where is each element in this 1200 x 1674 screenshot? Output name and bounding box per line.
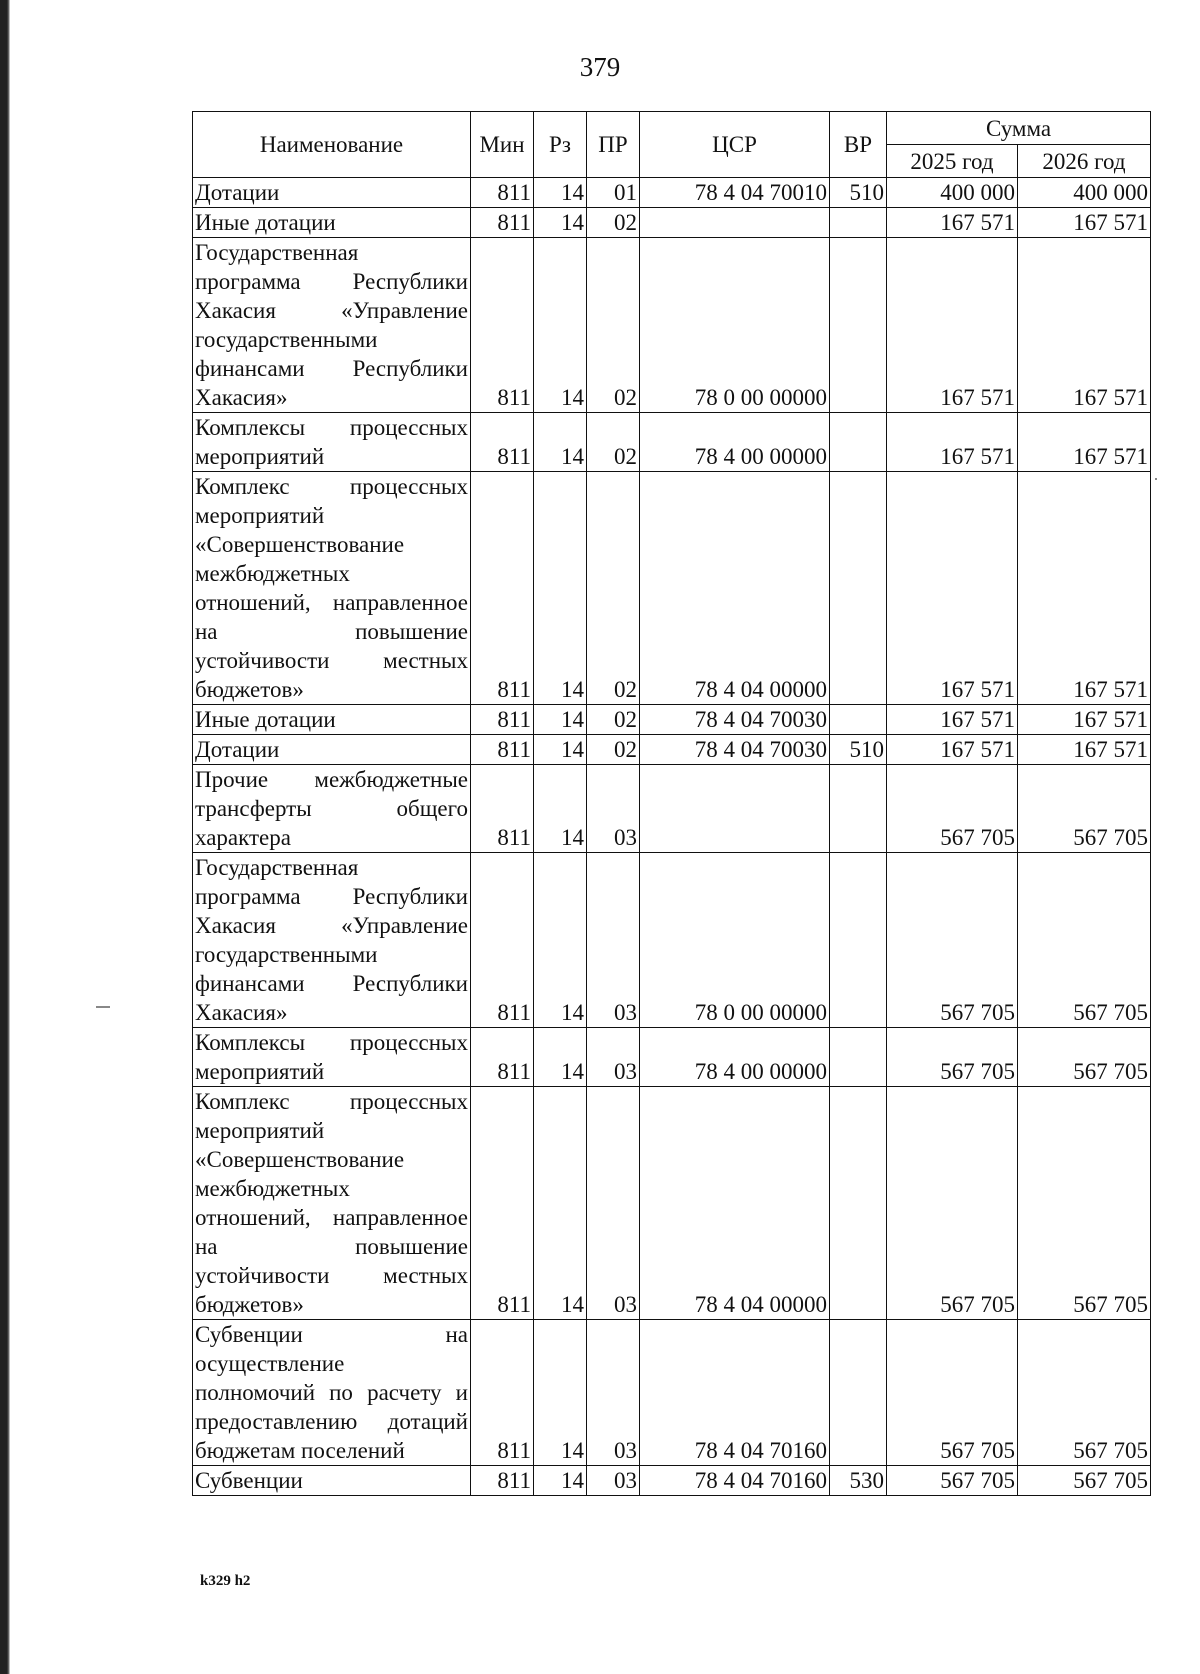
scan-mark xyxy=(96,1006,110,1008)
table-row xyxy=(193,765,1151,853)
row-pr: 02 xyxy=(587,238,640,413)
row-amount-2026: 167 571 xyxy=(1018,208,1151,238)
row-pr: 03 xyxy=(587,1028,640,1087)
row-amount-2026: 567 705 xyxy=(1018,1028,1151,1087)
row-min: 811 xyxy=(471,1087,534,1320)
row-pr: 03 xyxy=(587,1087,640,1320)
row-amount-2026: 167 571 xyxy=(1018,413,1151,472)
row-pr: 03 xyxy=(587,853,640,1028)
row-amount-2025: 167 571 xyxy=(887,735,1018,765)
row-name: Государственная программа Республики Хакасия «Управление государственными финансами Республики Хакасия» xyxy=(193,853,471,1028)
table-row xyxy=(193,735,1151,765)
header-csr: ЦСР xyxy=(640,112,830,178)
row-min: 811 xyxy=(471,413,534,472)
row-amount-2025: 400 000 xyxy=(887,178,1018,208)
row-amount-2025: 167 571 xyxy=(887,705,1018,735)
footer-code: k329 h2 xyxy=(200,1573,251,1589)
scan-edge xyxy=(0,0,10,1674)
table-row xyxy=(193,208,1151,238)
table-row xyxy=(193,705,1151,735)
header-rz: Рз xyxy=(534,112,587,178)
row-amount-2025: 567 705 xyxy=(887,853,1018,1028)
row-amount-2026: 567 705 xyxy=(1018,1087,1151,1320)
row-min: 811 xyxy=(471,178,534,208)
row-amount-2026: 567 705 xyxy=(1018,1320,1151,1466)
row-min: 811 xyxy=(471,208,534,238)
row-pr: 01 xyxy=(587,178,640,208)
row-rz: 14 xyxy=(534,1087,587,1320)
row-vr xyxy=(830,1087,887,1320)
row-rz: 14 xyxy=(534,853,587,1028)
row-amount-2026: 167 571 xyxy=(1018,705,1151,735)
row-csr: 78 4 00 00000 xyxy=(640,1028,830,1087)
row-name: Комплекс процессных мероприятий «Совершенствование межбюджетных отношений, направленное на повышение устойчивости местных бюджетов» xyxy=(193,472,471,705)
row-csr: 78 4 00 00000 xyxy=(640,413,830,472)
row-name: Дотации xyxy=(193,735,471,765)
row-csr xyxy=(640,765,830,853)
row-csr: 78 0 00 00000 xyxy=(640,238,830,413)
row-csr: 78 4 04 70160 xyxy=(640,1466,830,1496)
header-min: Мин xyxy=(471,112,534,178)
row-name: Комплексы процессных мероприятий xyxy=(193,1028,471,1087)
row-rz: 14 xyxy=(534,413,587,472)
row-min: 811 xyxy=(471,735,534,765)
row-amount-2025: 567 705 xyxy=(887,1087,1018,1320)
row-rz: 14 xyxy=(534,472,587,705)
table-row xyxy=(193,238,1151,413)
row-name: Иные дотации xyxy=(193,705,471,735)
header-vr: ВР xyxy=(830,112,887,178)
row-name: Субвенции xyxy=(193,1466,471,1496)
header-name: Наименование xyxy=(193,112,471,178)
row-vr xyxy=(830,765,887,853)
row-amount-2026: 167 571 xyxy=(1018,735,1151,765)
row-amount-2025: 567 705 xyxy=(887,1028,1018,1087)
row-csr: 78 4 04 70160 xyxy=(640,1320,830,1466)
row-rz: 14 xyxy=(534,765,587,853)
row-vr xyxy=(830,853,887,1028)
row-vr xyxy=(830,705,887,735)
row-rz: 14 xyxy=(534,1320,587,1466)
row-min: 811 xyxy=(471,765,534,853)
row-rz: 14 xyxy=(534,238,587,413)
header-pr: ПР xyxy=(587,112,640,178)
row-name: Прочие межбюджетные трансферты общего характера xyxy=(193,765,471,853)
row-min: 811 xyxy=(471,1028,534,1087)
row-amount-2025: 567 705 xyxy=(887,765,1018,853)
row-name: Субвенции на осуществление полномочий по расчету и предоставлению дотаций бюджетам поселений xyxy=(193,1320,471,1466)
row-amount-2026: 567 705 xyxy=(1018,853,1151,1028)
row-name: Иные дотации xyxy=(193,208,471,238)
table-row xyxy=(193,178,1151,208)
row-rz: 14 xyxy=(534,1028,587,1087)
row-rz: 14 xyxy=(534,208,587,238)
row-min: 811 xyxy=(471,1320,534,1466)
row-pr: 03 xyxy=(587,1466,640,1496)
table-row xyxy=(193,1320,1151,1466)
row-min: 811 xyxy=(471,853,534,1028)
row-csr: 78 4 04 00000 xyxy=(640,1087,830,1320)
row-pr: 02 xyxy=(587,735,640,765)
row-vr: 530 xyxy=(830,1466,887,1496)
table-row xyxy=(193,853,1151,1028)
row-rz: 14 xyxy=(534,735,587,765)
row-pr: 02 xyxy=(587,472,640,705)
row-vr xyxy=(830,1028,887,1087)
page-number: 379 xyxy=(579,52,621,82)
table-row xyxy=(193,413,1151,472)
table-row xyxy=(193,1028,1151,1087)
row-pr: 02 xyxy=(587,208,640,238)
row-amount-2026: 167 571 xyxy=(1018,238,1151,413)
scan-mark xyxy=(1155,478,1157,480)
row-amount-2025: 167 571 xyxy=(887,472,1018,705)
row-name: Комплексы процессных мероприятий xyxy=(193,413,471,472)
row-amount-2025: 567 705 xyxy=(887,1466,1018,1496)
header-year-2025: 2025 год xyxy=(887,145,1018,178)
row-pr: 03 xyxy=(587,765,640,853)
row-name: Дотации xyxy=(193,178,471,208)
row-amount-2026: 567 705 xyxy=(1018,765,1151,853)
row-vr: 510 xyxy=(830,178,887,208)
row-min: 811 xyxy=(471,238,534,413)
row-amount-2025: 567 705 xyxy=(887,1320,1018,1466)
row-amount-2026: 400 000 xyxy=(1018,178,1151,208)
table-row xyxy=(193,472,1151,705)
row-amount-2026: 167 571 xyxy=(1018,472,1151,705)
row-csr: 78 4 04 70030 xyxy=(640,735,830,765)
row-vr xyxy=(830,238,887,413)
row-amount-2025: 167 571 xyxy=(887,238,1018,413)
row-vr: 510 xyxy=(830,735,887,765)
table-body xyxy=(193,178,1151,1496)
row-min: 811 xyxy=(471,1466,534,1496)
row-csr: 78 0 00 00000 xyxy=(640,853,830,1028)
row-min: 811 xyxy=(471,705,534,735)
row-pr: 02 xyxy=(587,413,640,472)
header-year-2026: 2026 год xyxy=(1018,145,1151,178)
table-row xyxy=(193,1087,1151,1320)
header-sum: Сумма xyxy=(887,112,1151,145)
row-rz: 14 xyxy=(534,178,587,208)
row-csr xyxy=(640,208,830,238)
row-vr xyxy=(830,413,887,472)
row-vr xyxy=(830,208,887,238)
row-amount-2026: 567 705 xyxy=(1018,1466,1151,1496)
row-csr: 78 4 04 70030 xyxy=(640,705,830,735)
row-amount-2025: 167 571 xyxy=(887,208,1018,238)
row-vr xyxy=(830,472,887,705)
row-rz: 14 xyxy=(534,1466,587,1496)
row-pr: 03 xyxy=(587,1320,640,1466)
row-name: Государственная программа Республики Хакасия «Управление государственными финансами Республики Хакасия» xyxy=(193,238,471,413)
row-amount-2025: 167 571 xyxy=(887,413,1018,472)
table-row xyxy=(193,1466,1151,1496)
row-name: Комплекс процессных мероприятий «Совершенствование межбюджетных отношений, направленное на повышение устойчивости местных бюджетов» xyxy=(193,1087,471,1320)
row-csr: 78 4 04 70010 xyxy=(640,178,830,208)
row-csr: 78 4 04 00000 xyxy=(640,472,830,705)
row-min: 811 xyxy=(471,472,534,705)
row-vr xyxy=(830,1320,887,1466)
budget-table xyxy=(192,111,1151,1496)
row-rz: 14 xyxy=(534,705,587,735)
row-pr: 02 xyxy=(587,705,640,735)
